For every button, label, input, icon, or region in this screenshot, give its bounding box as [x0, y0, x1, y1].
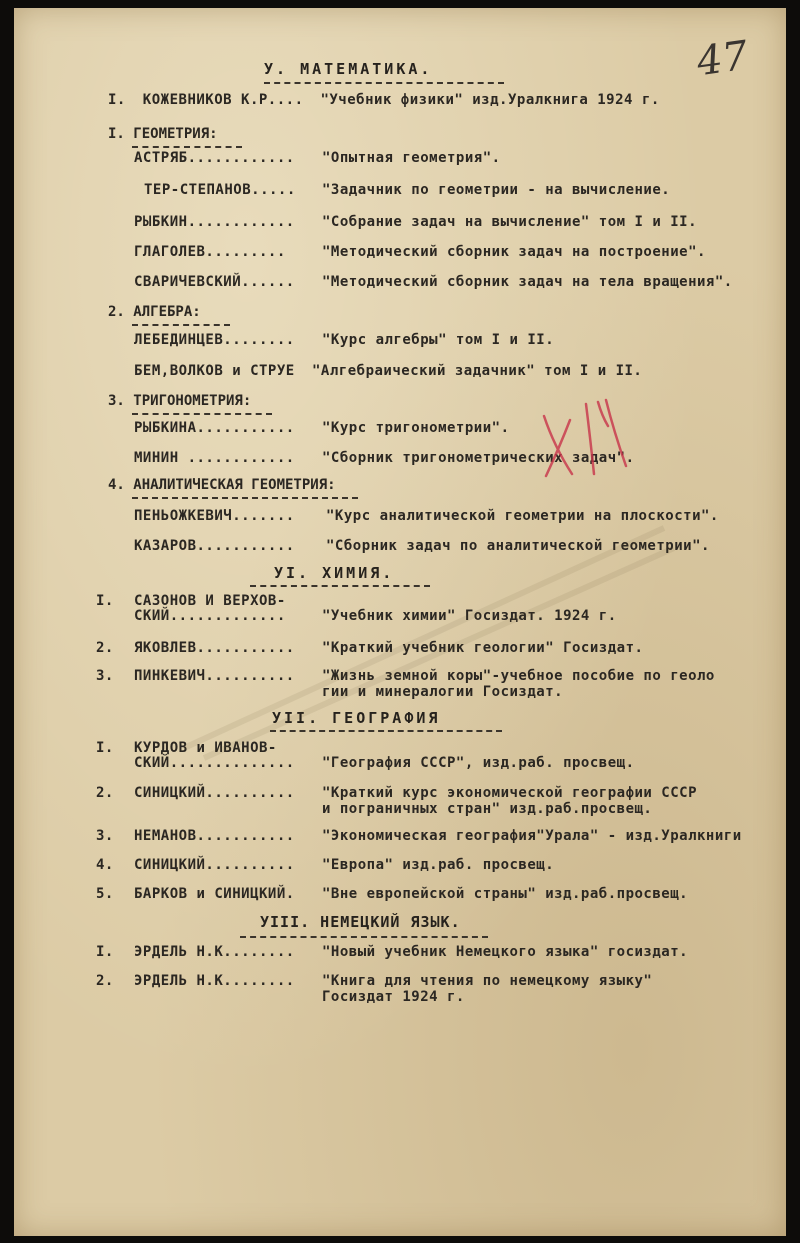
red-handwritten-mark [534, 396, 644, 486]
entry-author: ЯКОВЛЕВ........... [134, 640, 295, 656]
entry-title: "Курс тригонометрии". [322, 420, 510, 436]
entry-row [134, 332, 555, 348]
entry-row [96, 886, 689, 902]
entry-author: КУРДОВ и ИВАНОВ- [134, 740, 277, 756]
entry-number: I. [96, 944, 114, 960]
entry-number: 2. [96, 640, 114, 656]
entry-title: "Книга для чтения по немецкому языку" [322, 973, 653, 989]
divider [132, 413, 272, 415]
entry-row [134, 244, 706, 260]
divider [132, 497, 358, 499]
entry-row [134, 214, 698, 230]
entry-title: "Задачник по геометрии - на вычисление. [322, 182, 671, 198]
entry-number: 4. [96, 857, 114, 873]
entry-title: "Курс алгебры" том I и II. [322, 332, 555, 348]
entry-row [96, 973, 653, 1005]
entry-row [108, 92, 660, 108]
entry-author: СИНИЦКИЙ.......... [134, 785, 295, 801]
entry-author: ЭРДЕЛЬ Н.К........ [134, 973, 295, 989]
entry-author: МИНИН ............ [134, 450, 295, 466]
entry-number: 2. [96, 785, 114, 801]
entry-title-continued: Госиздат 1924 г. [322, 989, 465, 1005]
entry-author: СИНИЦКИЙ.......... [134, 857, 295, 873]
entry-row [96, 593, 617, 624]
entry-row [96, 828, 742, 844]
entry-title: "Сборник задач по аналитической геометрии". [326, 538, 710, 554]
entry-author: НЕМАНОВ........... [134, 828, 295, 844]
entry-row [134, 363, 643, 379]
entry-row [134, 274, 733, 290]
entry-title: "Сборник тригонометрических задач". [322, 450, 635, 466]
subsection-trigonometry: 3. ТРИГОНОМЕТРИЯ: [108, 393, 252, 409]
section-title-chemistry: УI. ХИМИЯ. [274, 564, 395, 582]
divider [132, 146, 242, 148]
entry-author: РЫБКИНА........... [134, 420, 295, 436]
entry-title: "Учебник химии" Госиздат. 1924 г. [322, 608, 617, 624]
section-title-geography: УII. ГЕОГРАФИЯ [272, 709, 441, 727]
entry-title: "Опытная геометрия". [322, 150, 501, 166]
subsection-analytic-geometry: 4. АНАЛИТИЧЕСКАЯ ГЕОМЕТРИЯ: [108, 477, 336, 493]
entry-row [96, 944, 689, 960]
entry-title: "География СССР", изд.раб. просвещ. [322, 755, 635, 771]
entry-title: "Собрание задач на вычисление" том I и II. [322, 214, 698, 230]
entry-author: РЫБКИН............ [134, 214, 295, 230]
entry-row [96, 857, 555, 873]
entry-title: "Вне европейской страны" изд.раб.просвещ. [322, 886, 689, 902]
entry-row [96, 640, 644, 656]
entry-title: "Краткий курс экономической географии СССР [322, 785, 698, 801]
entry-author: ТЕР-СТЕПАНОВ..... [144, 182, 296, 198]
entry-title: "Новый учебник Немецкого языка" госиздат. [322, 944, 689, 960]
entry-author: БЕМ,ВОЛКОВ и СТРУЕ [134, 363, 295, 379]
entry-author: КАЗАРОВ........... [134, 538, 295, 554]
entry-author: ЛЕБЕДИНЦЕВ........ [134, 332, 295, 348]
entry-row [134, 450, 635, 466]
subsection-geometry: I. ГЕОМЕТРИЯ: [108, 126, 218, 142]
entry-title: "Методический сборник задач на построение". [322, 244, 706, 260]
entry-title: "Европа" изд.раб. просвещ. [322, 857, 555, 873]
divider [132, 324, 230, 326]
archive-watermark [164, 508, 684, 768]
entry-row [134, 420, 510, 436]
entry-row [134, 150, 501, 166]
document-page [14, 8, 786, 1236]
entry-title: "Методический сборник задач на тела вращения". [322, 274, 733, 290]
entry-title: "Экономическая география"Урала" - изд.Уралкниги [322, 828, 742, 844]
entry-author-continued: СКИЙ............. [134, 608, 286, 624]
entry-row [96, 668, 715, 700]
entry-author: ЭРДЕЛЬ Н.К........ [134, 944, 295, 960]
entry-author: ПИНКЕВИЧ.......... [134, 668, 295, 684]
entry-number: 3. [96, 668, 114, 684]
entry-title: "Краткий учебник геологии" Госиздат. [322, 640, 644, 656]
entry-author: БАРКОВ и СИНИЦКИЙ. [134, 886, 295, 902]
entry-author: ПЕНЬОЖКЕВИЧ....... [134, 508, 295, 524]
divider [264, 82, 504, 84]
entry-row [96, 740, 635, 771]
entry-title-continued: и пограничных стран" изд.раб.просвещ. [322, 801, 653, 817]
entry-author: СВАРИЧЕВСКИЙ...... [134, 274, 295, 290]
entry-number: 2. [96, 973, 114, 989]
entry-number: 5. [96, 886, 114, 902]
subsection-algebra: 2. АЛГЕБРА: [108, 304, 201, 320]
entry-title: "Алгебраический задачник" том I и II. [312, 363, 643, 379]
entry-row [144, 182, 671, 198]
entry-author-continued: СКИЙ.............. [134, 755, 295, 771]
entry-number: I. [96, 740, 114, 756]
entry-title: "Курс аналитической геометрии на плоскости". [326, 508, 719, 524]
entry-number: I. [96, 593, 114, 609]
page-number: 47 [694, 32, 751, 86]
entry-title: "Жизнь земной коры"-учебное пособие по геоло [322, 668, 715, 684]
entry-author: АСТРЯБ............ [134, 150, 295, 166]
section-title-math: У. МАТЕМАТИКА. [264, 60, 433, 78]
entry-number: I. [108, 92, 126, 108]
divider [240, 936, 488, 938]
entry-title-continued: гии и минералогии Госиздат. [322, 684, 564, 700]
entry-number: 3. [96, 828, 114, 844]
entry-author: ГЛАГОЛЕВ......... [134, 244, 286, 260]
entry-author: САЗОНОВ И ВЕРХОВ- [134, 593, 286, 609]
entry-title: "Учебник физики" изд.Уралкнига 1924 г. [320, 92, 660, 108]
section-title-german: УIII. НЕМЕЦКИЙ ЯЗЫК. [260, 913, 461, 931]
entry-row [96, 785, 698, 817]
entry-author: КОЖЕВНИКОВ К.Р.... [142, 92, 304, 108]
